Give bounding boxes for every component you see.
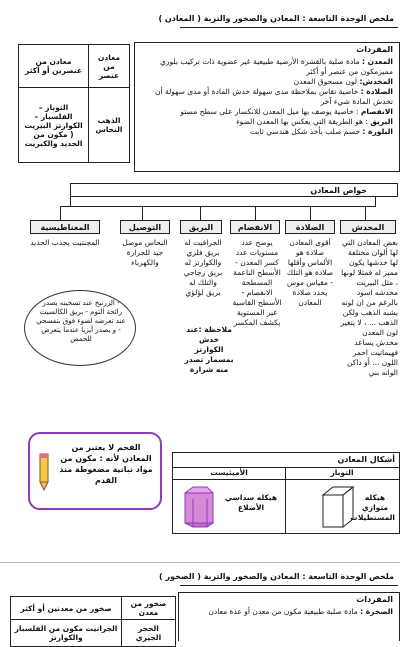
vocabulary-box <box>134 42 400 172</box>
definition-streak <box>141 77 393 87</box>
connector <box>255 206 256 220</box>
connector <box>200 206 201 220</box>
shape-mineral-amethyst: الأميثيست <box>210 468 248 477</box>
amethyst-caption: هيكله سداسي الأضلاع <box>224 493 278 512</box>
definition-luster <box>141 117 393 127</box>
connector <box>365 206 366 220</box>
prism-shape-icon <box>321 485 355 533</box>
coal-tip-box <box>28 432 162 510</box>
property-luster: البريق <box>180 220 222 234</box>
connector <box>310 206 311 220</box>
mineral-composition-table <box>18 44 130 163</box>
hardness-body: أقوى المعادن صلادة هو الألماس وأقلها صلادة هو التلك - مقياس موس يحدد صلادة المعادن <box>286 238 334 307</box>
definition-mineral <box>141 57 393 77</box>
table-header: معادن من عنصرين أو أكثر <box>19 45 89 88</box>
title-underline <box>180 585 398 586</box>
connector <box>60 206 61 220</box>
term: المخدش: <box>359 77 393 86</box>
shape-mineral-topaz: التوباز <box>330 468 354 477</box>
term: البريق <box>370 117 393 126</box>
property-cleavage: الانفصام <box>230 220 280 234</box>
section1-title: ملخص الوحدة التاسعة : المعادن والصخور والتربة ( المعادن ) <box>158 14 394 23</box>
definition-cleavage <box>141 107 393 117</box>
table-cell: الذهب النحاس <box>89 88 130 163</box>
luster-body: الجرافيت له بريق فلزي والكوارتز له بريق زجاجي والتلك له بريق لؤلؤي <box>183 238 223 297</box>
table-cell: التوباز – الفلسبار – الكوارتز البيريت ( مكون من الحديد والكبريت <box>19 88 89 163</box>
coal-tip-text: الفحم لا يعتبر من المعادن لأنه : مكون من مواد نباتية مضغوطة منذ القدم <box>59 443 153 485</box>
rock-vocab-heading: المفردات <box>356 595 393 604</box>
property-hardness: الصلادة <box>285 220 335 234</box>
section2-title: ملخص الوحدة التاسعة : المعادن والصخور والتربة ( الصخور ) <box>159 572 394 581</box>
cleavage-body: يوضح عدد مستويات عدد كسر المعدن - الأسطح الناعمة المسطحة الانفصام - الأسطح القاسية غير المستوية يكشف المكسر <box>232 238 282 327</box>
divider <box>173 479 399 480</box>
shapes-title: أشكال المعادن <box>337 455 395 464</box>
term: الصخرة : <box>360 607 393 616</box>
tree-branch <box>375 197 376 207</box>
quartz-note: ملاحظة :عند خدش الكوارتز بمسمار تصدر منه شرارة <box>184 325 234 374</box>
vocab-heading: المفردات <box>356 45 393 54</box>
title-underline <box>180 27 398 28</box>
shapes-table <box>172 452 400 534</box>
table-cell: الجرانيت مكون من الفلسبار والكوارتز <box>11 620 122 647</box>
section-divider <box>0 562 400 563</box>
topaz-caption: هيكله متوازي المستطيلات <box>350 493 395 522</box>
definition-crystal <box>141 127 393 137</box>
term: المعدن : <box>362 57 393 66</box>
properties-title: خواص المعادن <box>70 183 398 197</box>
term-text: لون مسحوق المعدن <box>293 77 358 86</box>
note-oval <box>24 290 136 366</box>
table-header: معادن من عنصر <box>89 45 130 88</box>
term-text: جسم صلب يأخذ شكل هندسي ثابت <box>250 127 361 136</box>
term-text: مادة صلبة بالقشرة الأرضية طبيعية غير عضوية ذات تركيب بلوري مميزمكون من عنصر أو أكثر <box>160 57 393 76</box>
streak-body: بعض المعادن التي لها ألوان مختلفة لها خدشها يكون مميز له فمثلا لونها ، مثل البيريت مخدشه اسود بالرغم من ان لونه يشبه الذهب ولكن الذهب ... ، لا يتغير لون المعدن مخدش يساعد فهيماتيت احمر اللون ... أو داكن الوانه بني <box>340 238 398 377</box>
term-text: : هو الطريقة التي يعكس بها المعدن الضوء <box>236 117 368 126</box>
term: الانفصام <box>360 107 393 116</box>
term-text: مادة صلبة طبيعية مكون من معدن أو عدة معادن <box>208 607 358 616</box>
hexagonal-prism-icon <box>181 483 215 533</box>
property-streak: المخدش <box>340 220 396 234</box>
property-magnetism: المغناطيسية <box>30 220 100 234</box>
tree-branch <box>60 206 375 207</box>
definition-hardness <box>141 87 393 107</box>
table-cell: الحجر الجيري <box>121 620 175 647</box>
pencil-icon <box>36 452 52 492</box>
magnetism-body: المجنتيت يجذب الحديد <box>30 238 100 247</box>
term: الصلادة : <box>360 87 393 96</box>
property-conductivity: التوصيل <box>120 220 170 234</box>
table-header: صخور من معدنين أو أكثر <box>11 597 122 620</box>
conductivity-body: النحاس موصل جيد للحرارة والكهرباء <box>122 238 168 267</box>
term-text: : خاصية يوصف بها ميل المعدن للانكسار على سطح مستو <box>180 107 359 116</box>
term-text: خاصية تقاس بملاحظة مدى سهولة خدش المادة أو مدى سهولة أن تخدش المادة شيء آخر <box>155 87 393 106</box>
rock-vocab-box <box>178 592 400 641</box>
rock-table <box>10 596 176 647</box>
definitions-list <box>141 57 393 137</box>
rock-definition <box>187 607 393 617</box>
term: البلورة : <box>362 127 393 136</box>
table-header: صخور من معدن <box>121 597 175 620</box>
connector <box>142 206 143 220</box>
note-oval-text: - الزرنيخ عند تسخينه يصدر رائحة الثوم - بريق الكالسيت عند تعرضه لضوء فوق بنفسجي - و يصدر أيزيا عندما يتعرض للحمض <box>36 299 126 343</box>
